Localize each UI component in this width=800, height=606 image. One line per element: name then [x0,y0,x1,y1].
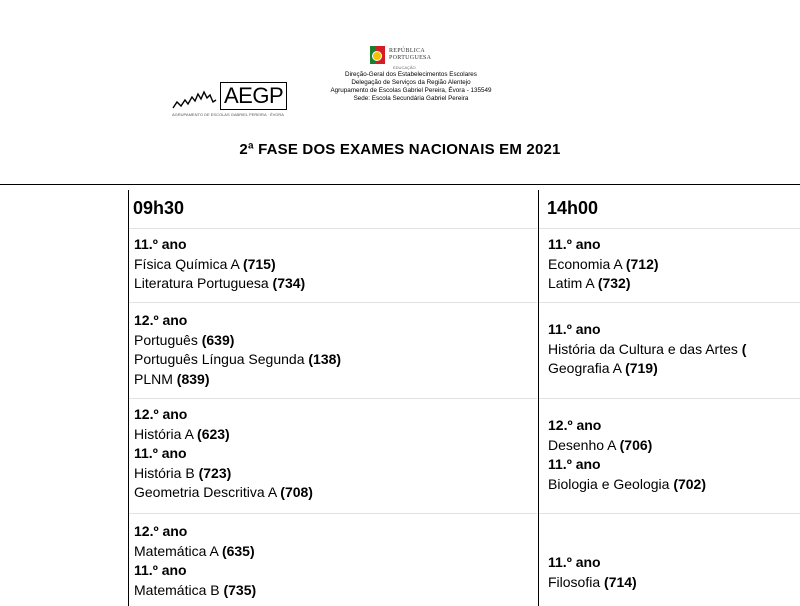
exam-cell [548,416,706,494]
page-title: 2ª FASE DOS EXAMES NACIONAIS EM 2021 [239,141,561,158]
row-separator [129,513,537,514]
school-year-label: 11.º ano [134,236,187,252]
exam-code: (719) [625,360,658,376]
exam-code: (734) [272,275,306,291]
exam-name: Desenho A [548,436,616,453]
exam-entry [134,483,313,503]
exam-cell [134,522,256,600]
exam-entry [134,542,256,562]
exam-name: Português Língua Segunda [134,351,305,367]
school-year-label: 11.º ano [548,456,601,472]
exam-entry [548,274,659,294]
org-line: Sede: Escola Secundária Gabriel Pereira [353,95,469,102]
exam-entry [134,274,305,294]
logo-tagline: AGRUPAMENTO DE ESCOLAS GABRIEL PEREIRA · ÉVORA [172,112,284,117]
exam-code: (735) [223,581,257,598]
exam-code: (714) [604,573,637,590]
exam-name: PLNM [134,370,173,387]
school-year-label: 11.º ano [134,562,187,578]
exam-name: Português [134,331,198,348]
exam-code: (702) [673,475,706,492]
column-time-0930: 09h30 [133,198,185,218]
exam-entry [548,436,706,456]
row-separator [129,228,537,229]
org-line: Agrupamento de Escolas Gabriel Pereira, Évora - 135549 [330,87,492,94]
exam-cell [548,235,659,294]
exam-code: (639) [201,331,235,348]
republic-line2: PORTUGUESA [389,55,432,61]
exam-entry [548,573,637,593]
exam-cell [134,405,313,503]
school-year-label: 11.º ano [134,445,187,461]
school-year-label: 12.º ano [134,406,188,422]
exam-cell [134,311,341,389]
school-year-label: 11.º ano [548,554,601,570]
exam-name: Física Química A [134,255,240,272]
exam-code: (723) [198,464,232,481]
row-separator [539,398,800,399]
school-year-label: 11.º ano [548,236,601,252]
exam-entry [548,475,706,495]
column-time-1400: 14h00 [547,198,599,218]
exam-entry [134,581,256,601]
exam-code: (706) [619,436,653,453]
exam-name: Geometria Descritiva A [134,484,277,500]
exam-entry [134,255,305,275]
org-line: Direção-Geral dos Estabelecimentos Escolares [345,71,477,78]
exam-name: Matemática B [134,581,220,598]
skyline-icon [172,88,218,110]
table-top-border [0,184,800,185]
exam-name: Biologia e Geologia [548,475,670,492]
organization-block [296,71,526,103]
row-separator [129,302,537,303]
exam-name: Filosofia [548,573,601,590]
exam-code: (715) [242,255,276,272]
republica-portuguesa-logo [370,46,431,64]
exam-entry [548,359,746,379]
aegp-logo [172,82,287,117]
exam-name: Economia A [548,255,622,272]
row-separator [539,302,800,303]
school-year-label: 12.º ano [134,523,188,539]
exam-entry [134,425,313,445]
exam-code: (635) [221,542,255,559]
row-separator [129,398,537,399]
exam-name: História A [134,425,194,442]
exam-entry [134,331,341,351]
school-year-label: 12.º ano [548,417,602,433]
exam-code: (712) [625,255,659,272]
exam-cell [548,320,746,379]
exam-code: (708) [280,484,313,500]
exam-name: Geografia A [548,360,622,376]
portugal-flag-icon [370,46,385,64]
exam-entry [548,340,746,360]
exam-code: (839) [176,370,210,387]
row-separator [539,513,800,514]
exam-entry [548,255,659,275]
school-year-label: 12.º ano [134,312,188,328]
exam-entry [134,370,341,390]
exam-name: Latim A [548,275,594,291]
republic-sub: EDUCAÇÃO [393,65,416,70]
exam-code: (623) [197,425,230,442]
republic-line1: REPÚBLICA [389,48,426,54]
exam-name: Matemática A [134,542,219,559]
exam-entry [134,464,313,484]
exam-name: História B [134,464,195,481]
exam-entry [134,350,341,370]
row-separator [539,228,800,229]
logo-text: AEGP [224,83,284,108]
exam-cell [134,235,305,294]
exam-code: (732) [597,275,631,291]
exam-code: (138) [308,351,342,367]
exam-code: ( [741,340,747,357]
school-year-label: 11.º ano [548,321,601,337]
org-line: Delegação de Serviços da Região Alentejo [351,79,471,86]
exam-name: História da Cultura e das Artes [548,340,738,357]
exam-name: Literatura Portuguesa [134,275,269,291]
exam-cell [548,553,637,592]
